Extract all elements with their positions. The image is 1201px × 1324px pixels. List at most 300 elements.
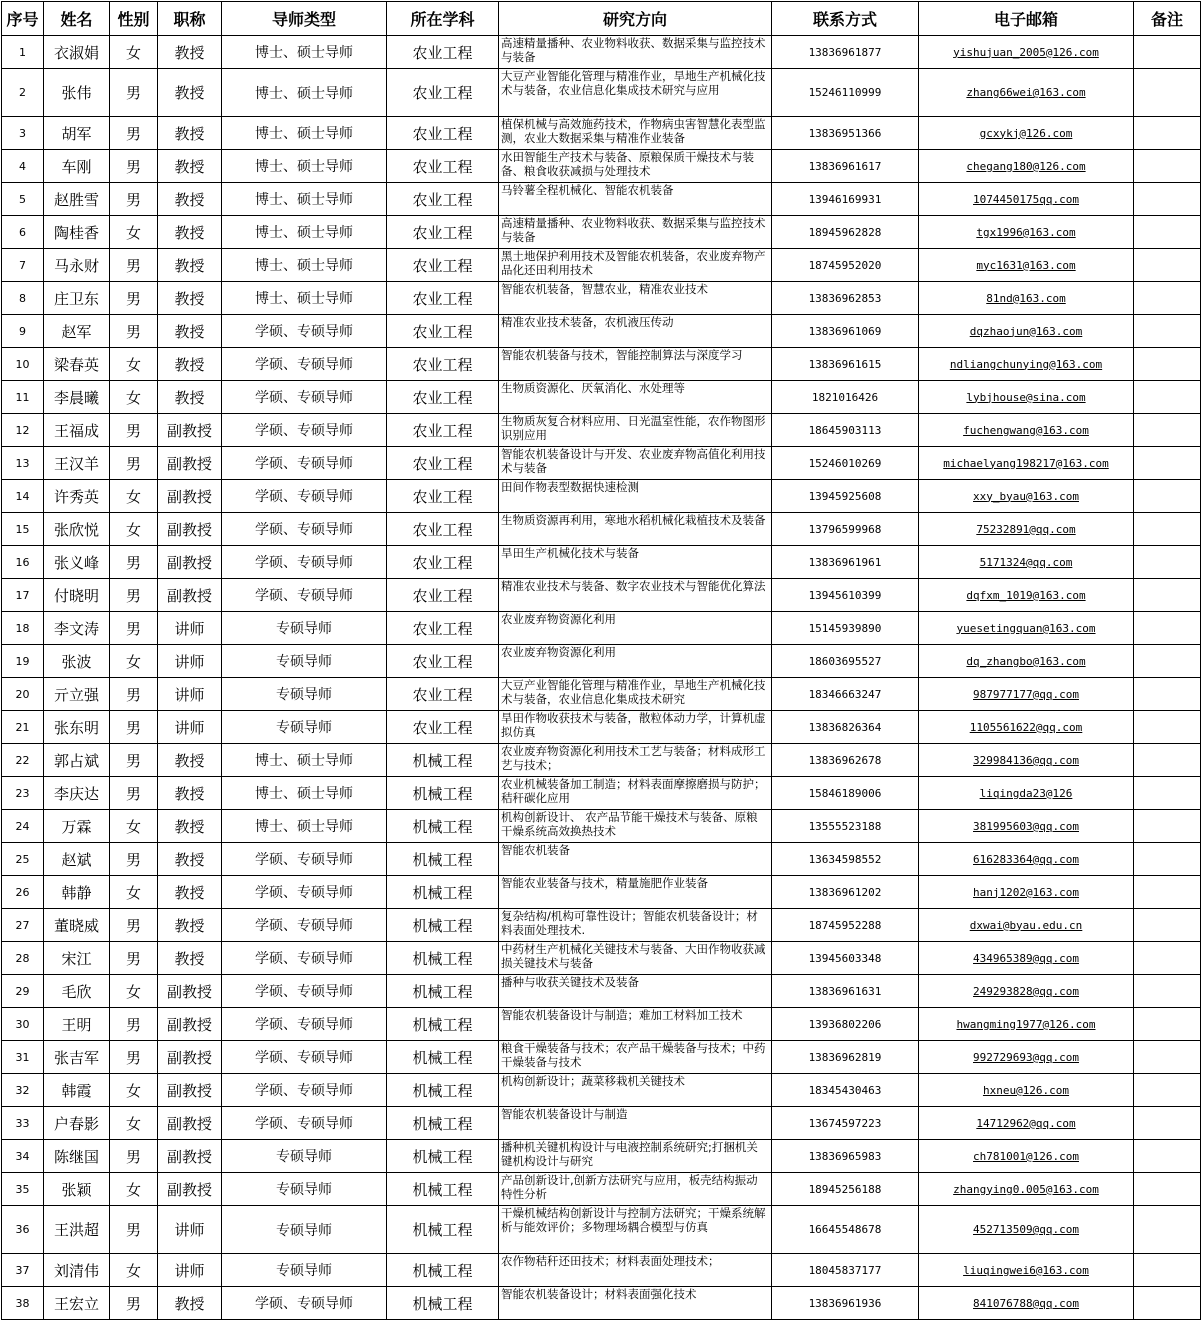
cell-email [919,513,1134,546]
cell-gender: 男 [110,1206,158,1254]
cell-advisor-type: 博士、硕士导师 [222,150,387,183]
email-link[interactable]: 5171324@qq.com [979,555,1073,569]
cell-title: 讲师 [158,1206,222,1254]
cell-research: 播种机关键机构设计与电液控制系统研究;打捆机关键机构设计与研究 [499,1140,772,1173]
email-link[interactable]: 841076788@qq.com [973,1296,1079,1310]
cell-title: 教授 [158,183,222,216]
cell-email [919,480,1134,513]
cell-note [1134,414,1201,447]
table-row [2,843,1201,876]
cell-gender: 女 [110,975,158,1008]
cell-name: 韩霞 [44,1074,110,1107]
email-link[interactable]: 452713509@qq.com [973,1223,1079,1236]
cell-advisor-type: 学硕、专硕导师 [222,414,387,447]
cell-phone: 13836961961 [772,546,919,579]
cell-gender: 男 [110,678,158,711]
email-link[interactable]: dxwai@byau.edu.cn [969,918,1083,932]
cell-note [1134,711,1201,744]
cell-note [1134,117,1201,150]
table-row [2,975,1201,1008]
cell-name: 陶桂香 [44,216,110,249]
email-link[interactable]: 434965389@qq.com [973,951,1079,965]
cell-index: 28 [2,942,44,975]
email-link[interactable]: liqingda23@126 [979,786,1073,800]
cell-gender: 男 [110,711,158,744]
cell-advisor-type: 博士、硕士导师 [222,249,387,282]
cell-gender: 女 [110,1173,158,1206]
cell-subject: 农业工程 [387,315,499,348]
cell-research: 植保机械与高效施药技术，作物病虫害智慧化表型监测，农业大数据采集与精准作业装备 [499,117,772,150]
email-link[interactable]: hxneu@126.com [982,1083,1070,1097]
email-link[interactable]: dq_zhangbo@163.com [966,654,1086,668]
cell-email [919,975,1134,1008]
cell-research: 农业废弃物资源化利用 [499,612,772,645]
cell-title: 教授 [158,69,222,117]
cell-index: 6 [2,216,44,249]
cell-subject: 农业工程 [387,513,499,546]
table-row [2,1107,1201,1140]
cell-subject: 农业工程 [387,546,499,579]
cell-index: 30 [2,1008,44,1041]
cell-phone: 18603695527 [772,645,919,678]
email-link[interactable]: hwangming1977@126.com [956,1017,1096,1031]
cell-advisor-type: 博士、硕士导师 [222,744,387,777]
cell-advisor-type: 学硕、专硕导师 [222,315,387,348]
cell-note [1134,645,1201,678]
cell-gender: 女 [110,1107,158,1140]
cell-phone: 13836961877 [772,36,919,69]
cell-index: 17 [2,579,44,612]
cell-title: 副教授 [158,1074,222,1107]
cell-subject: 机械工程 [387,1008,499,1041]
cell-research: 马铃薯全程机械化、智能农机装备 [499,183,772,216]
cell-subject: 农业工程 [387,645,499,678]
cell-title: 教授 [158,810,222,843]
cell-subject: 机械工程 [387,1041,499,1074]
cell-research: 粮食干燥装备与技术；农产品干燥装备与技术；中药干燥装备与技术 [499,1041,772,1074]
cell-advisor-type: 学硕、专硕导师 [222,381,387,414]
cell-research: 田间作物表型数据快速检测 [499,480,772,513]
cell-note [1134,381,1201,414]
cell-name: 张欣悦 [44,513,110,546]
cell-email [919,942,1134,975]
cell-subject: 机械工程 [387,744,499,777]
table-row [2,282,1201,315]
cell-gender: 女 [110,36,158,69]
cell-advisor-type: 专硕导师 [222,678,387,711]
cell-index: 26 [2,876,44,909]
cell-phone: 18645903113 [772,414,919,447]
cell-email [919,1008,1134,1041]
cell-gender: 男 [110,843,158,876]
cell-subject: 机械工程 [387,1206,499,1254]
email-link[interactable]: 329984136@qq.com [973,753,1079,767]
cell-research: 农作物秸秆还田技术；材料表面处理技术； [499,1254,772,1287]
cell-advisor-type: 学硕、专硕导师 [222,843,387,876]
email-link[interactable]: dqfxm_1019@163.com [966,588,1086,602]
cell-index: 32 [2,1074,44,1107]
cell-subject: 农业工程 [387,249,499,282]
email-link[interactable]: 616283364@qq.com [973,852,1079,866]
cell-gender: 女 [110,513,158,546]
cell-subject: 农业工程 [387,282,499,315]
table-row [2,1074,1201,1107]
cell-subject: 农业工程 [387,216,499,249]
cell-phone: 13836962819 [772,1041,919,1074]
cell-email [919,348,1134,381]
cell-subject: 农业工程 [387,480,499,513]
email-link[interactable]: 249293828@qq.com [973,984,1079,998]
cell-index: 9 [2,315,44,348]
cell-advisor-type: 专硕导师 [222,1206,387,1254]
cell-subject: 农业工程 [387,678,499,711]
cell-index: 33 [2,1107,44,1140]
cell-advisor-type: 专硕导师 [222,711,387,744]
cell-title: 副教授 [158,975,222,1008]
table-row [2,348,1201,381]
cell-email [919,1140,1134,1173]
cell-email [919,612,1134,645]
cell-index: 14 [2,480,44,513]
cell-research: 智能农机装备设计与制造；难加工材料加工技术 [499,1008,772,1041]
table-row [2,381,1201,414]
cell-advisor-type: 学硕、专硕导师 [222,480,387,513]
cell-title: 副教授 [158,579,222,612]
cell-gender: 女 [110,810,158,843]
cell-subject: 机械工程 [387,1287,499,1320]
cell-note [1134,36,1201,69]
table-row [2,579,1201,612]
cell-advisor-type: 学硕、专硕导师 [222,348,387,381]
cell-gender: 女 [110,876,158,909]
cell-subject: 机械工程 [387,1074,499,1107]
cell-index: 2 [2,69,44,117]
email-link[interactable]: dqzhaojun@163.com [969,324,1083,338]
cell-subject: 机械工程 [387,1254,499,1287]
cell-title: 副教授 [158,447,222,480]
cell-advisor-type: 专硕导师 [222,1254,387,1287]
cell-note [1134,1254,1201,1287]
cell-phone: 13946169931 [772,183,919,216]
cell-email [919,282,1134,315]
cell-phone: 13836951366 [772,117,919,150]
cell-title: 副教授 [158,513,222,546]
cell-email [919,876,1134,909]
table-row [2,513,1201,546]
cell-advisor-type: 博士、硕士导师 [222,69,387,117]
cell-research: 干燥机械结构创新设计与控制方法研究；干燥系统解析与能效评价；多物理场耦合模型与仿真 [499,1206,772,1254]
cell-advisor-type: 博士、硕士导师 [222,183,387,216]
cell-phone: 13945603348 [772,942,919,975]
cell-note [1134,1107,1201,1140]
cell-note [1134,678,1201,711]
cell-note [1134,1206,1201,1254]
cell-phone: 13836961069 [772,315,919,348]
table-row [2,69,1201,117]
table-row [2,315,1201,348]
cell-note [1134,777,1201,810]
header-index: 序号 [2,2,44,36]
cell-phone: 18345430463 [772,1074,919,1107]
cell-gender: 男 [110,1287,158,1320]
cell-subject: 机械工程 [387,843,499,876]
cell-research: 机构创新设计、 农产品节能干燥技术与装备、原粮干燥系统高效换热技术 [499,810,772,843]
email-link[interactable]: fuchengwang@163.com [963,423,1089,437]
cell-note [1134,348,1201,381]
cell-name: 宋江 [44,942,110,975]
cell-email [919,150,1134,183]
cell-advisor-type: 学硕、专硕导师 [222,1074,387,1107]
cell-note [1134,315,1201,348]
cell-research: 智能农机装备 [499,843,772,876]
cell-phone: 18945962828 [772,216,919,249]
cell-phone: 13836826364 [772,711,919,744]
email-link[interactable]: tgx1996@163.com [976,225,1076,239]
cell-gender: 男 [110,150,158,183]
table-row [2,546,1201,579]
cell-subject: 农业工程 [387,36,499,69]
cell-email [919,249,1134,282]
cell-research: 水田智能生产技术与装备、原粮保质干燥技术与装备、粮食收获减损与处理技术 [499,150,772,183]
email-link[interactable]: lybjhouse@sina.com [966,390,1086,404]
cell-title: 副教授 [158,480,222,513]
cell-email [919,678,1134,711]
cell-index: 38 [2,1287,44,1320]
cell-index: 16 [2,546,44,579]
cell-subject: 农业工程 [387,381,499,414]
cell-index: 22 [2,744,44,777]
cell-gender: 男 [110,69,158,117]
cell-gender: 女 [110,1254,158,1287]
email-link[interactable]: ndliangchunying@163.com [949,357,1103,371]
cell-title: 教授 [158,117,222,150]
email-link[interactable]: 992729693@qq.com [973,1050,1079,1064]
cell-name: 户春影 [44,1107,110,1140]
cell-phone: 13836962678 [772,744,919,777]
cell-title: 教授 [158,876,222,909]
cell-advisor-type: 专硕导师 [222,645,387,678]
email-link[interactable]: myc1631@163.com [976,258,1076,272]
cell-subject: 农业工程 [387,150,499,183]
cell-gender: 女 [110,1074,158,1107]
cell-gender: 男 [110,414,158,447]
email-link[interactable]: ch781001@126.com [973,1149,1079,1163]
table-row [2,645,1201,678]
cell-index: 29 [2,975,44,1008]
email-link[interactable]: michaelyang198217@163.com [943,456,1109,470]
cell-phone: 13674597223 [772,1107,919,1140]
cell-subject: 农业工程 [387,579,499,612]
table-row [2,777,1201,810]
table-row [2,480,1201,513]
cell-research: 播种与收获关键技术及装备 [499,975,772,1008]
cell-title: 副教授 [158,1107,222,1140]
cell-phone: 13945925608 [772,480,919,513]
email-link[interactable]: chegang180@126.com [966,159,1086,173]
cell-phone: 13796599968 [772,513,919,546]
cell-email [919,546,1134,579]
email-link[interactable]: xxy_byau@163.com [973,489,1079,503]
cell-email [919,1287,1134,1320]
cell-name: 亓立强 [44,678,110,711]
table-row [2,216,1201,249]
cell-name: 王汉羊 [44,447,110,480]
cell-gender: 男 [110,1140,158,1173]
cell-subject: 机械工程 [387,942,499,975]
cell-phone: 13836961617 [772,150,919,183]
cell-research: 高速精量播种、农业物料收获、数据采集与监控技术与装备 [499,216,772,249]
header-row [2,2,1201,36]
table-row [2,150,1201,183]
cell-advisor-type: 专硕导师 [222,1140,387,1173]
email-link[interactable]: 1105561622@qq.com [969,720,1083,734]
cell-email [919,909,1134,942]
cell-email [919,711,1134,744]
cell-gender: 男 [110,183,158,216]
table-row [2,1173,1201,1206]
cell-subject: 农业工程 [387,348,499,381]
cell-email [919,1041,1134,1074]
cell-research: 生物质资源化、厌氧消化、水处理等 [499,381,772,414]
email-link[interactable]: hanj1202@163.com [973,885,1079,899]
cell-gender: 男 [110,942,158,975]
table-row [2,414,1201,447]
cell-phone: 13836961202 [772,876,919,909]
cell-research: 大豆产业智能化管理与精准作业，旱地生产机械化技术与装备，农业信息化集成技术研究 [499,678,772,711]
table-row [2,876,1201,909]
cell-gender: 女 [110,480,158,513]
cell-gender: 女 [110,216,158,249]
email-link[interactable]: yuesetingquan@163.com [956,621,1096,635]
email-link[interactable]: 1074450175qq.com [973,192,1079,206]
cell-subject: 机械工程 [387,777,499,810]
cell-index: 18 [2,612,44,645]
email-link[interactable]: 987977177@qq.com [973,687,1079,701]
cell-advisor-type: 学硕、专硕导师 [222,1287,387,1320]
cell-subject: 机械工程 [387,1173,499,1206]
header-name: 姓名 [44,2,110,36]
cell-index: 7 [2,249,44,282]
cell-phone: 18346663247 [772,678,919,711]
table-row [2,711,1201,744]
email-link[interactable]: 75232891@qq.com [976,522,1076,536]
cell-subject: 农业工程 [387,414,499,447]
table-row [2,249,1201,282]
cell-title: 讲师 [158,612,222,645]
cell-index: 10 [2,348,44,381]
cell-email [919,810,1134,843]
cell-title: 教授 [158,249,222,282]
table-row [2,1041,1201,1074]
cell-name: 郭占斌 [44,744,110,777]
cell-index: 11 [2,381,44,414]
cell-phone: 13945610399 [772,579,919,612]
cell-phone: 13836962853 [772,282,919,315]
cell-name: 李晨曦 [44,381,110,414]
email-link[interactable]: 81nd@163.com [986,291,1066,305]
cell-email [919,381,1134,414]
cell-research: 大豆产业智能化管理与精准作业，旱地生产机械化技术与装备，农业信息化集成技术研究与应用 [499,69,772,117]
cell-email [919,579,1134,612]
cell-title: 副教授 [158,1008,222,1041]
cell-name: 庄卫东 [44,282,110,315]
cell-subject: 农业工程 [387,117,499,150]
cell-phone: 16645548678 [772,1206,919,1254]
table-row [2,1206,1201,1254]
cell-name: 李庆达 [44,777,110,810]
cell-title: 教授 [158,777,222,810]
cell-index: 20 [2,678,44,711]
cell-name: 张义峰 [44,546,110,579]
cell-index: 5 [2,183,44,216]
email-link[interactable]: zhang66wei@163.com [966,86,1086,99]
header-gender: 性别 [110,2,158,36]
cell-note [1134,909,1201,942]
cell-title: 副教授 [158,546,222,579]
email-link[interactable]: 381995603@qq.com [973,819,1079,833]
cell-name: 衣淑娟 [44,36,110,69]
email-link[interactable]: 14712962@qq.com [976,1116,1076,1130]
cell-note [1134,69,1201,117]
email-link[interactable]: yishujuan_2005@126.com [953,45,1099,59]
cell-research: 产品创新设计,创新方法研究与应用，板壳结构振动特性分析 [499,1173,772,1206]
cell-note [1134,183,1201,216]
email-link[interactable]: zhangying0.005@163.com [953,1182,1099,1196]
cell-gender: 女 [110,645,158,678]
cell-name: 胡军 [44,117,110,150]
cell-title: 教授 [158,843,222,876]
cell-note [1134,249,1201,282]
cell-advisor-type: 学硕、专硕导师 [222,1008,387,1041]
cell-name: 许秀英 [44,480,110,513]
cell-name: 梁春英 [44,348,110,381]
cell-name: 王福成 [44,414,110,447]
cell-gender: 男 [110,1008,158,1041]
cell-title: 副教授 [158,414,222,447]
cell-title: 教授 [158,315,222,348]
cell-name: 王宏立 [44,1287,110,1320]
cell-research: 农业废弃物资源化利用 [499,645,772,678]
cell-phone: 15145939890 [772,612,919,645]
cell-research: 生物质资源再利用，寒地水稻机械化栽植技术及装备 [499,513,772,546]
cell-gender: 男 [110,777,158,810]
cell-gender: 女 [110,348,158,381]
cell-note [1134,1287,1201,1320]
cell-name: 刘清伟 [44,1254,110,1287]
cell-phone: 13936802206 [772,1008,919,1041]
cell-phone: 13836961615 [772,348,919,381]
cell-title: 教授 [158,282,222,315]
cell-name: 董晓威 [44,909,110,942]
email-link[interactable]: liuqingwei6@163.com [963,1263,1089,1277]
cell-research: 高速精量播种、农业物料收获、数据采集与监控技术与装备 [499,36,772,69]
header-research: 研究方向 [499,2,772,36]
cell-title: 教授 [158,744,222,777]
email-link[interactable]: gcxykj@126.com [979,126,1073,140]
header-phone: 联系方式 [772,2,919,36]
cell-note [1134,447,1201,480]
cell-subject: 机械工程 [387,909,499,942]
table-row [2,1140,1201,1173]
cell-research: 智能农机装备设计与制造 [499,1107,772,1140]
cell-advisor-type: 学硕、专硕导师 [222,975,387,1008]
cell-email [919,315,1134,348]
cell-gender: 男 [110,909,158,942]
cell-name: 张伟 [44,69,110,117]
cell-research: 智能农机装备与技术，智能控制算法与深度学习 [499,348,772,381]
cell-note [1134,843,1201,876]
cell-subject: 农业工程 [387,447,499,480]
